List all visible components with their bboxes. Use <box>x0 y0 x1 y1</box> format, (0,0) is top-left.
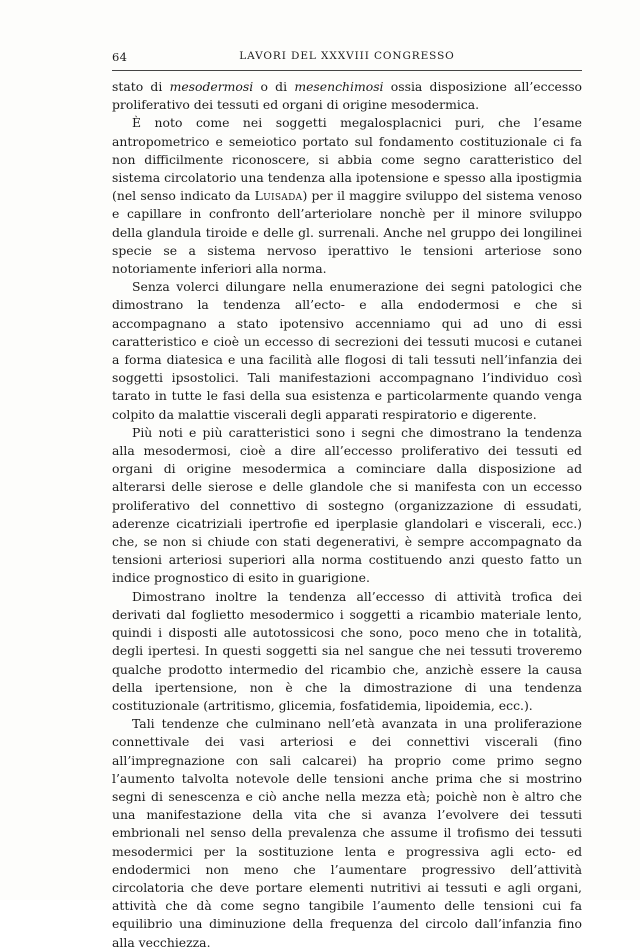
body-text <box>112 78 582 952</box>
author-name: Luisada <box>254 188 303 204</box>
paragraph <box>112 114 582 278</box>
paragraph-text: È noto come nei soggetti megalosplacnici puri, che l’esame antropometrico e semeiotico portato sul fondamento costituzionale ci fa non difficilmente riconoscere, si abbia come segno caratteristico del sistema circolatorio una tendenza alla ipotensione e spesso alla ipostigmia (nel senso indicato da <box>112 115 582 204</box>
header-rule <box>112 70 582 71</box>
paragraph-text: o di <box>253 79 295 94</box>
page-number: 64 <box>112 50 128 64</box>
paragraph <box>112 278 582 424</box>
paragraph-text: Dimostrano inoltre la tendenza all’eccesso di attività trofica dei derivati dal foglietto mesodermico i soggetti a ricambio materiale lento, quindi i disposti alle autotossicosi che sono, poco meno che in totalità, degli ipertesi. In questi soggetti sia nel sangue che nei tessuti troveremo qualche prodotto intermedio del ricambio che, anzichè essere la causa della ipertensione, non è che la dimostrazione di una tendenza costituzionale (artritismo, glicemia, fosfatidemia, lipoidemia, ecc.). <box>112 588 582 713</box>
paragraph-text: stato di <box>112 79 170 94</box>
paragraph-text: Senza volerci dilungare nella enumerazione dei segni patologici che dimostrano la tendenza all’ecto- e alla endodermosi e che si accompagnano a stato ipotensivo accenniamo qui ad uno di essi caratteristico e cioè un eccesso di secrezioni dei tessuti mucosi e cutanei a forma diatesica e una facilità alle flogosi di tali tessuti nell’infanzia dei soggetti ipsostolici. Tali manifestazioni accompagnano l’individuo così tarato in tutte le fasi della sua esistenza e particolarmente quando venga colpito da malattie viscerali degli apparati respiratorio e digerente. <box>112 279 582 422</box>
page-header <box>112 50 582 70</box>
paragraph <box>112 424 582 588</box>
paragraph <box>112 588 582 715</box>
paragraph-text: Tali tendenze che culminano nell’età avanzata in una proliferazione connettivale dei vasi arteriosi e dei connettivi viscerali (fino all’impregnazione con sali calcarei) ha proprio come primo segno l’aumento talvolta notevole delle tensioni anche prima che si mostrino segni di senescenza e ciò anche nella mezza età; poichè non è altro che una manifestazione della vita che si avanza l’evolvere dei tessuti embrionali nel senso della prevalenza che assume il trofismo dei tessuti mesodermici per la sostituzione lenta e progressiva agli ecto- ed endodermici non meno che l’aumentare progressivo dell’attività circolatoria che deve portare elementi nutritivi ai tessuti e agli organi, attività che dà come segno tangibile l’aumento delle tensioni cui fa equilibrio una diminuzione della frequenza del circolo dall’infanzia fino alla vecchiezza. <box>112 716 582 950</box>
paragraph <box>112 78 582 114</box>
paragraph-text: Più noti e più caratteristici sono i segni che dimostrano la tendenza alla mesodermosi, cioè a dire all’eccesso proliferativo dei tessuti ed organi di origine mesodermica a cominciare dalla disposizione ad alterarsi delle sierose e delle glandole che si manifesta con un eccesso proliferativo del connettivo di sostegno (organizzazione di essudati, aderenze cicatriziali ipertrofie ed iperplasie glandolari e viscerali, ecc.) che, se non si chiude con stati degenerativi, è sempre accompagnato da tensioni arteriosi superiori alla norma costituendo anzi questo fatto un indice prognostico di esito in guarigione. <box>112 424 582 586</box>
paragraph <box>112 715 582 952</box>
paragraph-text: ossia disposizione all’eccesso proliferativo dei tessuti ed organi di origine mesodermica. <box>112 79 583 113</box>
italic-term: mesenchimosi <box>294 79 384 94</box>
paragraph-text: ) per il maggire sviluppo del sistema venoso e capillare in confronto dell’arteriolare nonchè per il minore sviluppo della glandula tiroide e delle gl. surrenali. Anche nel gruppo dei longilinei specie se a sistema nervoso iperattivo le tensioni arteriose sono notoriamente inferiori alla norma. <box>112 188 582 277</box>
running-title: LAVORI DEL XXXVIII CONGRESSO <box>239 50 455 62</box>
italic-term: mesodermosi <box>169 79 254 94</box>
